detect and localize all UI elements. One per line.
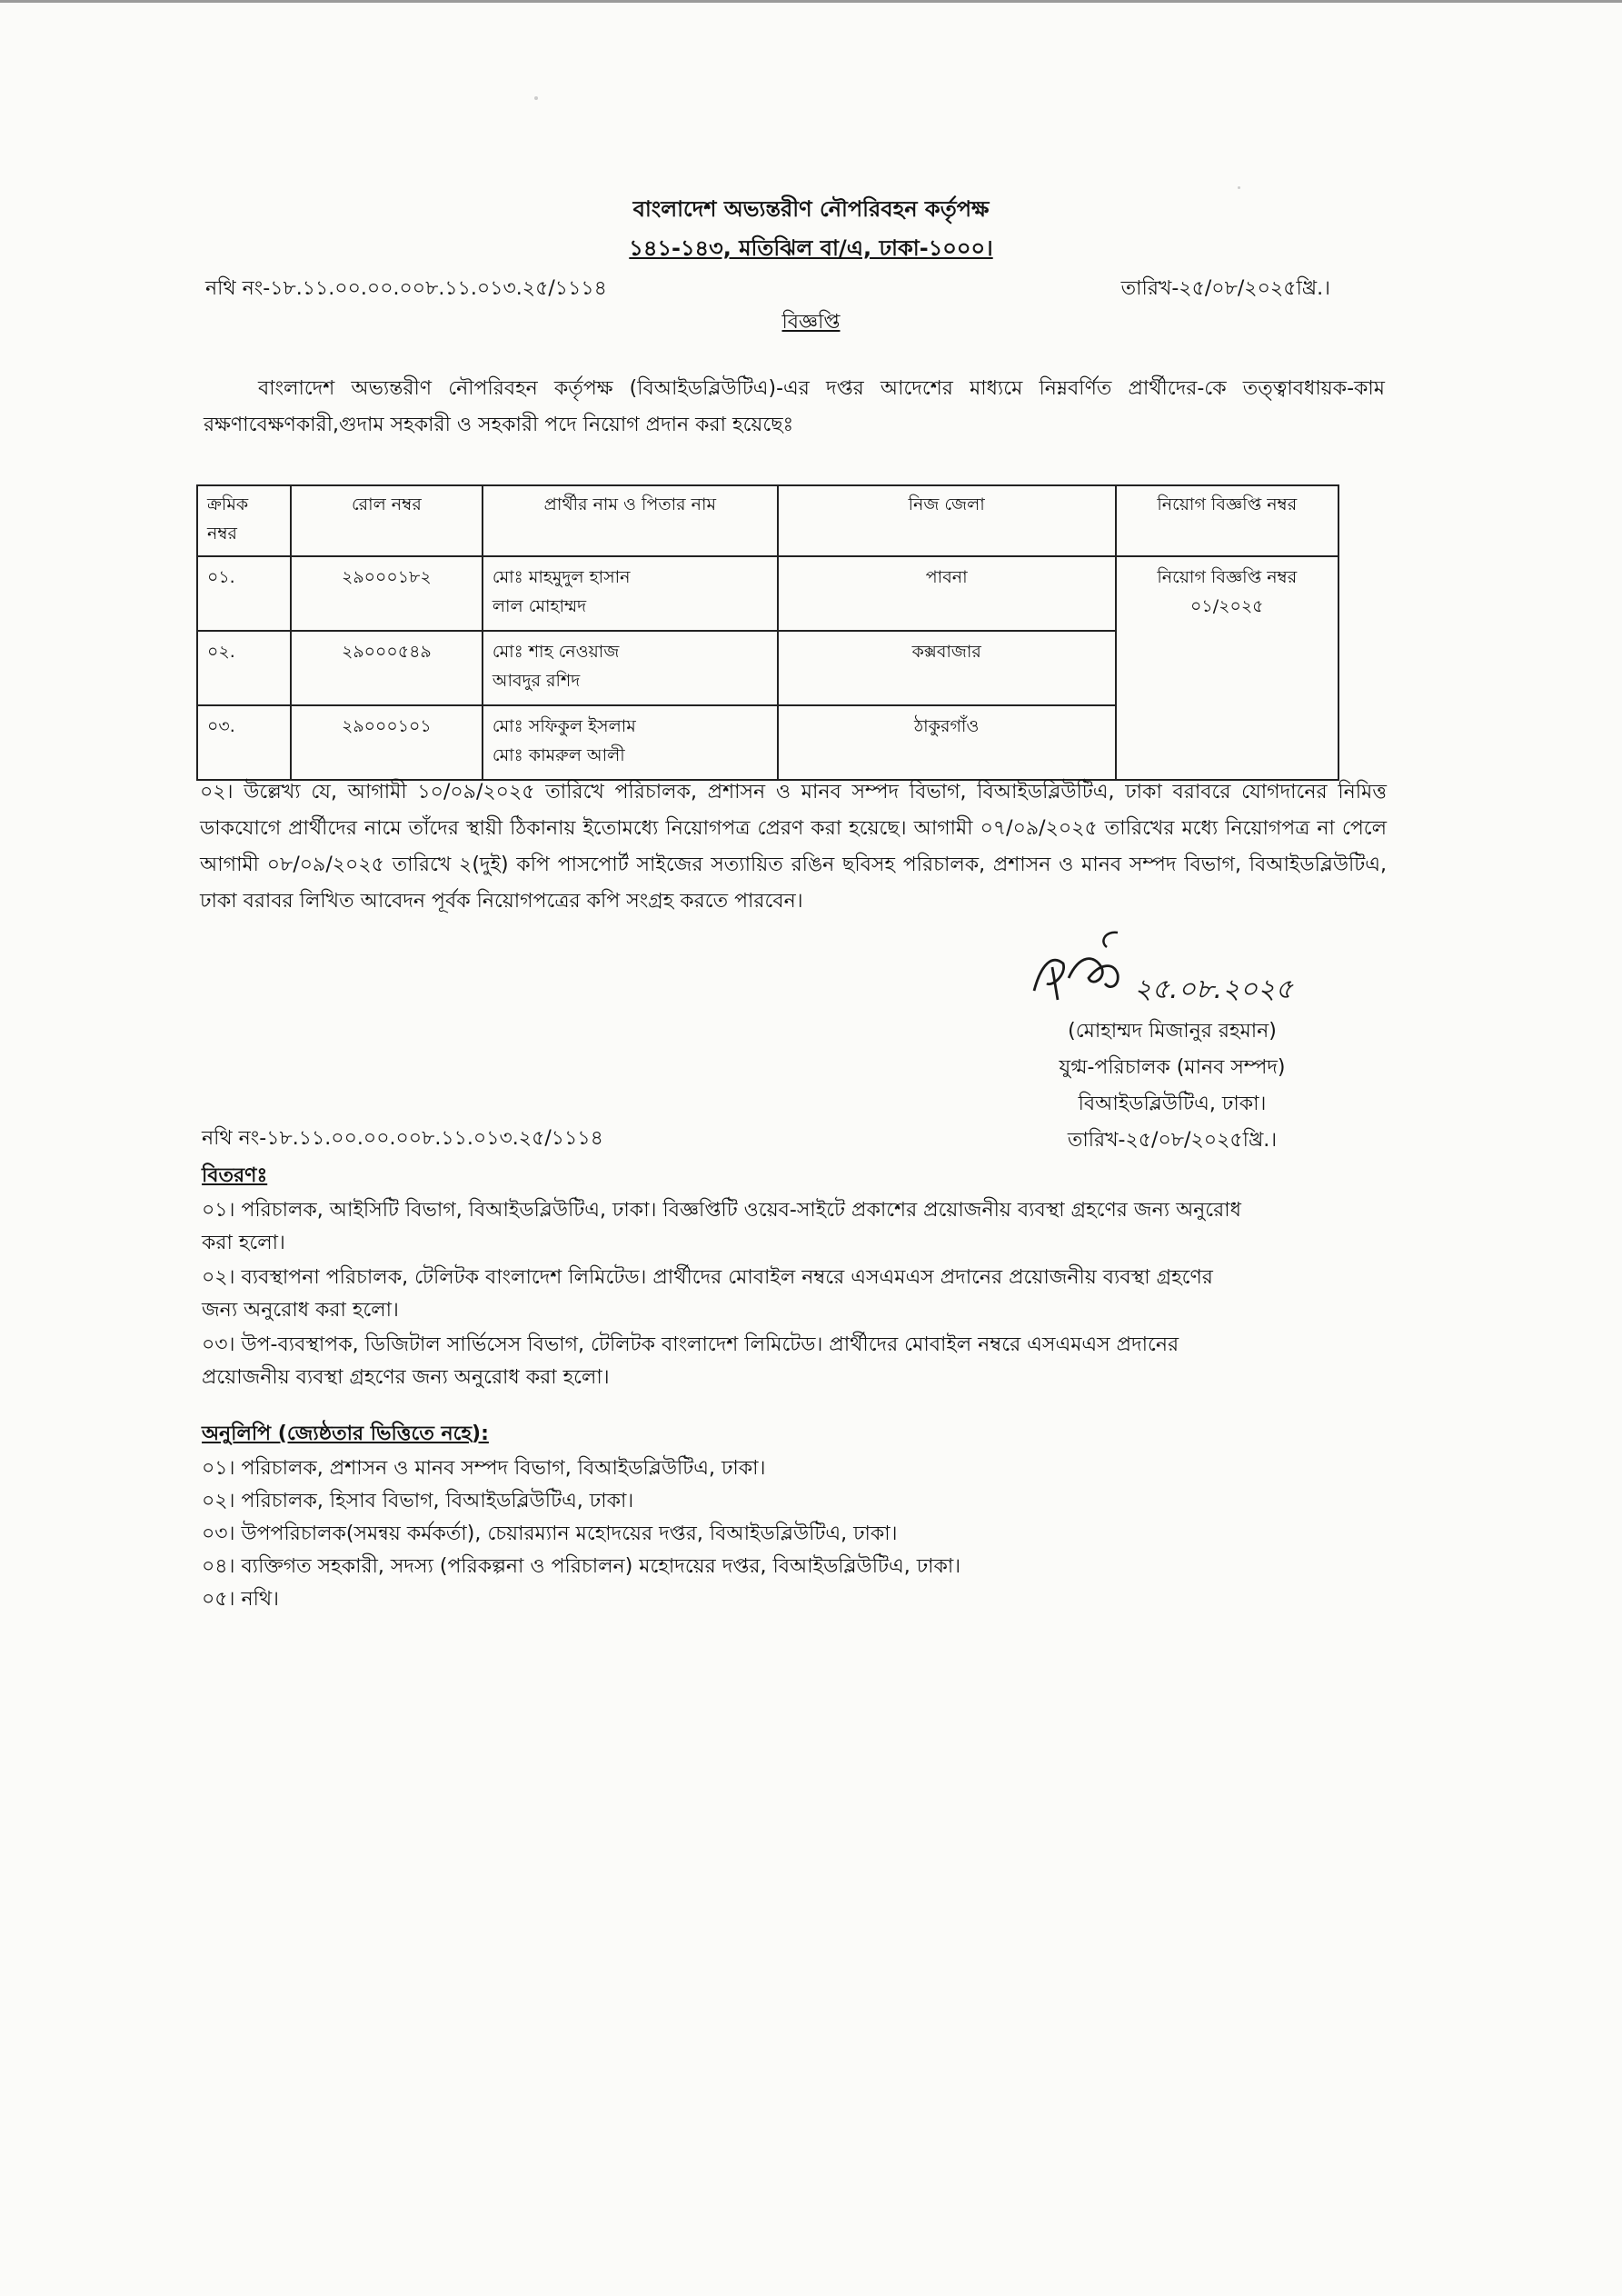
copy-item-1: ০১। পরিচালক, প্রশাসন ও মানব সম্পদ বিভাগ, বিআইডব্লিউটিএ, ঢাকা। bbox=[202, 1457, 766, 1480]
paper-speck bbox=[534, 96, 538, 100]
table-row bbox=[197, 556, 1338, 631]
father-name: আবদুর রশিদ bbox=[492, 671, 581, 691]
cell-district: কক্সবাজার bbox=[778, 631, 1116, 705]
distribution-item-2-line1: ০২। ব্যবস্থাপনা পরিচালক, টেলিটক বাংলাদেশ লিমিটেড। প্রার্থীদের মোবাইল নম্বরে এসএমএস প্রদানের প্রয়োজনীয় ব্যবস্থা গ্রহণের bbox=[202, 1266, 1213, 1289]
distribution-item-3-line2: প্রয়োজনীয় ব্যবস্থা গ্রহণের জন্য অনুরোধ করা হলো। bbox=[202, 1366, 610, 1389]
signatory-designation: যুগ্ম-পরিচালক (মানব সম্পদ) bbox=[1059, 1056, 1286, 1079]
header-name: প্রার্থীর নাম ও পিতার নাম bbox=[483, 485, 778, 556]
copy-item-5: ০৫। নথি। bbox=[202, 1588, 279, 1611]
cell-roll: ২৯০০০১০১ bbox=[291, 705, 483, 780]
header-serial: ক্রমিক নম্বর bbox=[197, 485, 291, 556]
header-district: নিজ জেলা bbox=[778, 485, 1116, 556]
circular-number: ০১/২০২৫ bbox=[1190, 596, 1264, 616]
circular-label: নিয়োগ বিজ্ঞপ্তি নম্বর bbox=[1157, 567, 1298, 587]
signature-date-line: তারিখ-২৫/০৮/২০২৫খ্রি.। bbox=[1067, 1129, 1278, 1152]
cell-serial: ০১. bbox=[197, 556, 291, 631]
handwritten-signature bbox=[1016, 927, 1307, 1013]
signatory-office: বিআইডব্লিউটিএ, ঢাকা। bbox=[1078, 1093, 1267, 1115]
cell-name bbox=[483, 705, 778, 780]
header-roll: রোল নম্বর bbox=[291, 485, 483, 556]
copy-item-3: ০৩। উপপরিচালক(সমন্বয় কর্মকর্তা), চেয়ারম্যান মহোদয়ের দপ্তর, বিআইডব্লিউটিএ, ঢাকা। bbox=[202, 1522, 898, 1545]
cell-district: ঠাকুরগাঁও bbox=[778, 705, 1116, 780]
organization-name: বাংলাদেশ অভ্যন্তরীণ নৌপরিবহন কর্তৃপক্ষ bbox=[632, 196, 990, 222]
distribution-item-1-line1: ০১। পরিচালক, আইসিটি বিভাগ, বিআইডব্লিউটিএ, ঢাকা। বিজ্ঞপ্তিটি ওয়েব-সাইটে প্রকাশের প্রয়োজনীয় ব্যবস্থা গ্রহণের জন্য অনুরোধ bbox=[202, 1199, 1241, 1222]
memo2-file-number: নথি নং-১৮.১১.০০.০০.০০৮.১১.০১৩.২৫/১১১৪ bbox=[202, 1127, 603, 1150]
father-name: লাল মোহাম্মদ bbox=[492, 596, 587, 616]
joining-paragraph: ০২। উল্লেখ্য যে, আগামী ১০/০৯/২০২৫ তারিখে পরিচালক, প্রশাসন ও মানব সম্পদ বিভাগ, বিআইডব্লিউটিএ, ঢাকা বরাবরে যোগদানের নিমিত্ত ডাকযোগে প্রার্থীদের নামে তাঁদের স্থায়ী ঠিকানায় ইতোমধ্যে নিয়োগপত্র প্রেরণ করা হয়েছে। আগামী ০৭/০৯/২০২৫ তারিখের মধ্যে নিয়োগপত্র না পেলে আগামী ০৮/০৯/২০২৫ তারিখে ২(দুই) কপি পাসপোর্ট সাইজের সত্যায়িত রঙিন ছবিসহ পরিচালক, প্রশাসন ও মানব সম্পদ বিভাগ, বিআইডব্লিউটিএ, ঢাকা বরাবর লিখিত আবেদন পূর্বক নিয়োগপত্রের কপি সংগ্রহ করতে পারবেন। bbox=[200, 781, 1387, 913]
cell-district: পাবনা bbox=[778, 556, 1116, 631]
copy-item-2: ০২। পরিচালক, হিসাব বিভাগ, বিআইডব্লিউটিএ, ঢাকা। bbox=[202, 1490, 634, 1512]
cell-serial: ০৩. bbox=[197, 705, 291, 780]
cell-name bbox=[483, 631, 778, 705]
memo-date: তারিখ-২৫/০৮/২০২৫খ্রি.। bbox=[1120, 277, 1330, 300]
candidate-name: মোঃ শাহ নেওয়াজ bbox=[492, 642, 620, 662]
distribution-item-2-line2: জন্য অনুরোধ করা হলো। bbox=[202, 1299, 399, 1322]
cell-roll: ২৯০০০৫৪৯ bbox=[291, 631, 483, 705]
cell-circular bbox=[1116, 556, 1338, 780]
candidate-name: মোঃ সফিকুল ইসলাম bbox=[492, 716, 636, 736]
distribution-item-3-line1: ০৩। উপ-ব্যবস্থাপক, ডিজিটাল সার্ভিসেস বিভাগ, টেলিটক বাংলাদেশ লিমিটেড। প্রার্থীদের মোবাইল নম্বরে এসএমএস প্রদানের bbox=[202, 1333, 1179, 1356]
page-top-border bbox=[0, 0, 1622, 3]
intro-paragraph: বাংলাদেশ অভ্যন্তরীণ নৌপরিবহন কর্তৃপক্ষ (বিআইডব্লিউটিএ)-এর দপ্তর আদেশের মাধ্যমে নিম্নবর্ণিত প্রার্থীদের-কে তত্ত্বাবধায়ক-কাম রক্ষণাবেক্ষণকারী,গুদাম সহকারী ও সহকারী পদে নিয়োগ প্রদান করা হয়েছেঃ bbox=[204, 377, 1385, 436]
distribution-item-1-line2: করা হলো। bbox=[202, 1232, 285, 1254]
distribution-heading: বিতরণঃ bbox=[202, 1164, 268, 1187]
paper-speck bbox=[1238, 186, 1240, 189]
signatory-name: (মোহাম্মদ মিজানুর রহমান) bbox=[1068, 1020, 1277, 1043]
notice-title: বিজ্ঞপ্তি bbox=[781, 311, 841, 334]
cell-name bbox=[483, 556, 778, 631]
candidates-table bbox=[196, 484, 1339, 781]
signature-date: ২৫.০৮.২০২৫ bbox=[1134, 973, 1294, 1005]
cell-roll: ২৯০০০১৮২ bbox=[291, 556, 483, 631]
header-circular: নিয়োগ বিজ্ঞপ্তি নম্বর bbox=[1116, 485, 1338, 556]
copies-heading: অনুলিপি (জ্যেষ্ঠতার ভিত্তিতে নহে): bbox=[202, 1423, 489, 1445]
father-name: মোঃ কামরুল আলী bbox=[492, 745, 625, 765]
copy-item-4: ০৪। ব্যক্তিগত সহকারী, সদস্য (পরিকল্পনা ও পরিচালন) মহোদয়ের দপ্তর, বিআইডব্লিউটিএ, ঢাকা। bbox=[202, 1555, 961, 1578]
candidate-name: মোঃ মাহমুদুল হাসান bbox=[492, 567, 631, 587]
cell-serial: ০২. bbox=[197, 631, 291, 705]
table-header-row bbox=[197, 485, 1338, 556]
signature-block bbox=[1000, 1013, 1345, 1159]
organization-address: ১৪১-১৪৩, মতিঝিল বা/এ, ঢাকা-১০০০। bbox=[629, 235, 993, 261]
memo-file-number: নথি নং-১৮.১১.০০.০০.০০৮.১১.০১৩.২৫/১১১৪ bbox=[205, 277, 607, 300]
